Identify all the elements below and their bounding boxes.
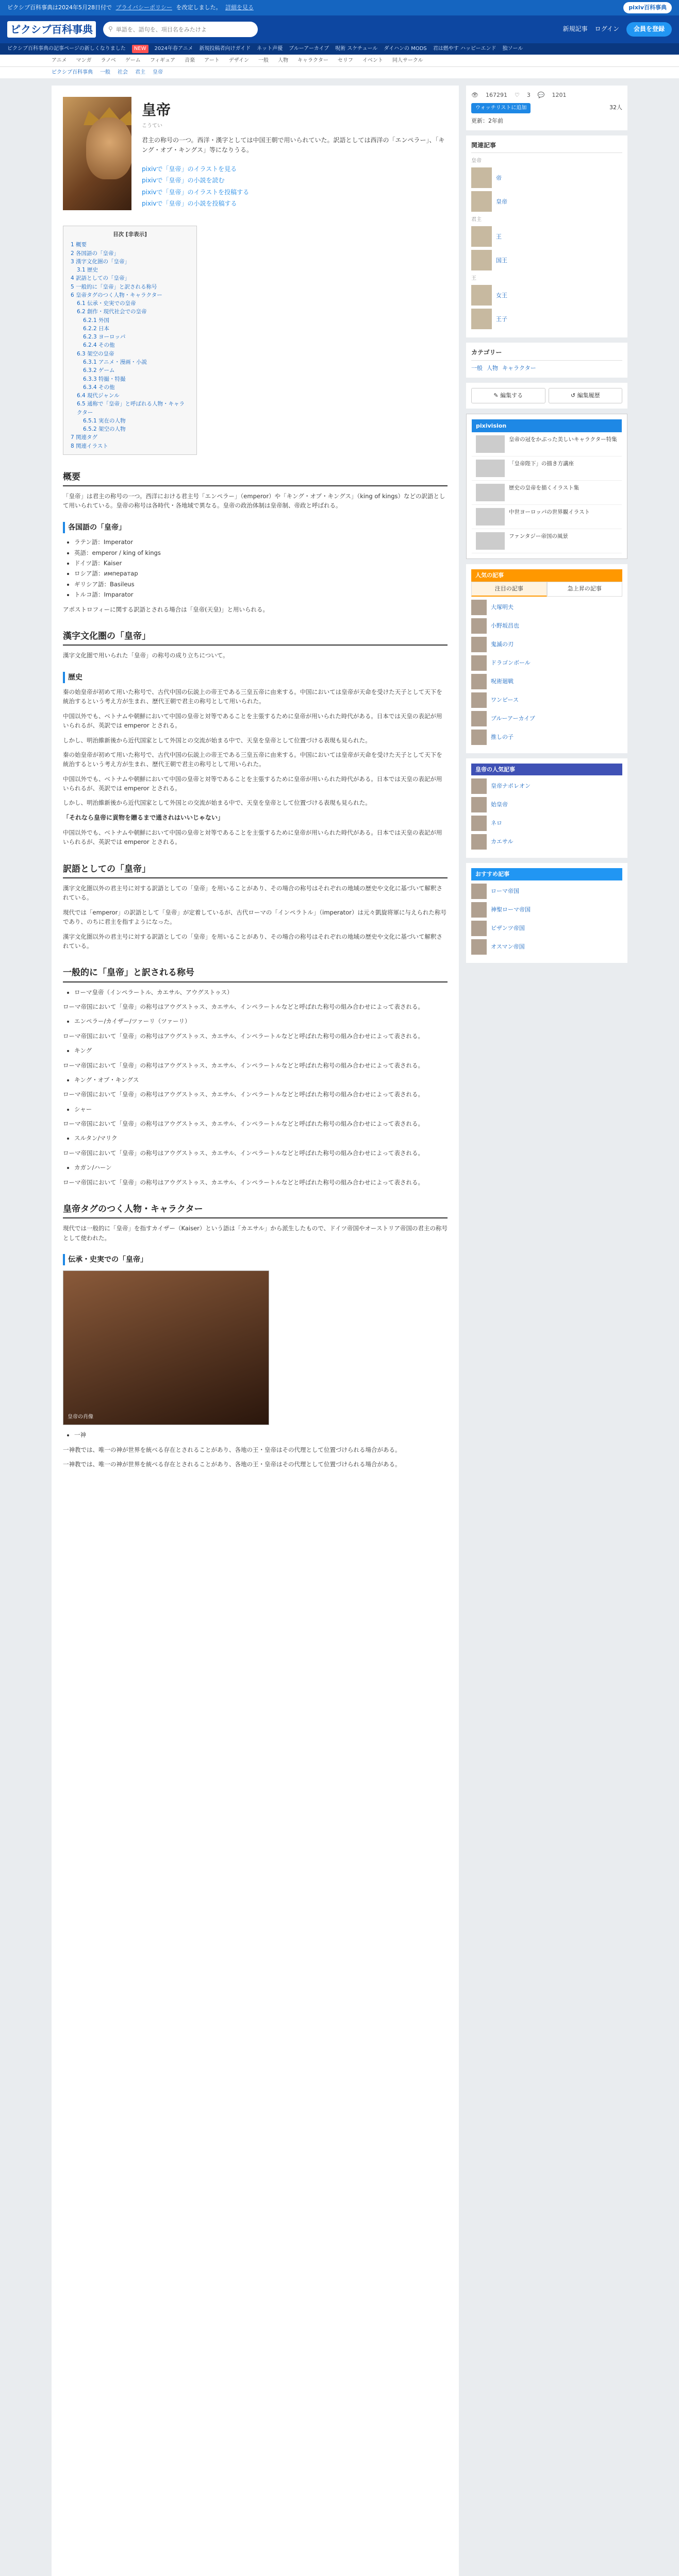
hnav-item[interactable]: ピクシブ百科事典の記事ページの新しくなりました: [7, 46, 126, 52]
paragraph: ローマ帝国において「皇帝」の称号はアウグストゥス、カエサル、インペラートルなどと呼ばれた称号の組み合わせによって表される。: [63, 1003, 424, 1010]
pixiv-pill-button[interactable]: pixiv百科事典: [623, 2, 672, 13]
recommend-avatar: [471, 939, 487, 955]
paragraph: ローマ帝国において「皇帝」の称号はアウグストゥス、カエサル、インペラートルなどと呼ばれた称号の組み合わせによって表される。: [63, 1091, 424, 1098]
ranking-avatar: [471, 674, 487, 689]
paragraph: 中国以外でも、ベトナムや朝鮮において中国の皇帝と対等であることを主張するために皇帝が用いられた時代がある。日本では天皇の表記が用いられるが、英訳では emperor とされる。: [63, 712, 442, 730]
pixivision-item[interactable]: [472, 456, 622, 481]
ranking-label: ドラゴンボール: [491, 659, 531, 666]
announcement-notice: ピクシブ百科事典は2024年5月28日付で: [7, 4, 112, 11]
history-button-label: 編集履歴: [577, 392, 600, 399]
section-heading: 訳語としての「皇帝」: [63, 862, 448, 878]
title-list: [74, 988, 448, 997]
pixivision-thumb: [476, 484, 505, 501]
recommend-item[interactable]: [471, 834, 622, 850]
pixivision-thumb: [476, 532, 505, 550]
category-list: [471, 364, 622, 373]
recommend-label: ローマ帝国: [491, 887, 519, 894]
recommend-item[interactable]: [471, 902, 622, 918]
recommend-item[interactable]: [471, 816, 622, 831]
pixivision-title: pixivision: [472, 419, 622, 433]
section-heading: 皇帝タグのつく人物・キャラクター: [63, 1202, 448, 1218]
pixivision-item[interactable]: [472, 481, 622, 505]
list-item: • ロシア語：императар: [74, 569, 448, 578]
recommend-avatar: [471, 884, 487, 899]
section-heading: 一般的に「皇帝」と訳される称号: [63, 966, 448, 982]
updated-row: [471, 116, 622, 126]
search-box[interactable]: [103, 22, 258, 37]
title-list: [74, 1075, 448, 1084]
category-link[interactable]: ゲーム: [125, 57, 141, 63]
related-thumb: [471, 191, 492, 212]
pixivision-item[interactable]: [472, 505, 622, 529]
related-thumb: [471, 309, 492, 329]
related-group-label: 君主: [471, 217, 482, 223]
list-item: • キング: [74, 1046, 448, 1055]
ranking-item[interactable]: [471, 711, 622, 726]
announcement-text: [7, 3, 623, 12]
paragraph: しかし、明治維新後から近代国家として外国との交流が始まる中で、天皇を皇帝として位置づける表現も見られた。: [63, 736, 371, 744]
category-link[interactable]: セリフ: [337, 57, 353, 63]
category-link[interactable]: キャラクター: [297, 57, 328, 63]
section-heading: 漢字文化圏の「皇帝」: [63, 630, 448, 646]
pixivision-item[interactable]: [472, 529, 622, 553]
eye-icon: 👁: [471, 92, 478, 98]
legend-list: [74, 1430, 448, 1439]
comment-count: 1201: [552, 92, 567, 98]
signup-button[interactable]: 会員を登録: [626, 22, 672, 36]
paragraph: 漢字文化圏で用いられた「皇帝」の称号の成り立ちについて。: [63, 652, 229, 659]
category-link[interactable]: 同人サークル: [392, 57, 423, 63]
recommend-label: ビザンツ帝国: [491, 924, 525, 931]
recommend-item[interactable]: [471, 778, 622, 794]
recommend-item[interactable]: [471, 939, 622, 955]
pixiv-link[interactable]: pixivで「皇帝」のイラストを見る: [142, 165, 237, 173]
heart-icon: ♡: [514, 92, 520, 98]
related-card: [466, 135, 627, 337]
ranking-item[interactable]: [471, 730, 622, 745]
paragraph: しかし、明治維新後から近代国家として外国との交流が始まる中で、天皇を皇帝として位置づける表現も見られた。: [63, 799, 371, 807]
list-item: • ギリシア語：Basileus: [74, 580, 448, 589]
new-article-button[interactable]: 新規記事: [562, 25, 588, 33]
toc-link[interactable]: 6.4 現代ジャンル: [77, 393, 120, 399]
recommend-avatar: [471, 778, 487, 794]
related-thumb: [471, 285, 492, 306]
toc-link[interactable]: 2 各国語の「皇帝」: [71, 250, 120, 257]
pixivision-thumb: [476, 460, 505, 477]
hnav-item[interactable]: ブルーアーカイブ: [289, 46, 329, 52]
stats-card: [466, 86, 627, 130]
watch-count: 32人: [609, 104, 622, 111]
related-item[interactable]: [471, 191, 622, 212]
recommend-avatar: [471, 834, 487, 850]
category-link[interactable]: 音楽: [185, 57, 195, 63]
recommend-avatar: [471, 921, 487, 936]
table-of-contents: [63, 226, 197, 455]
title-list: [74, 1016, 448, 1026]
category-link[interactable]: デザイン: [228, 57, 250, 63]
recommend-label: カエサル: [491, 838, 514, 845]
paragraph: 「皇帝」は君主の称号の一つ。西洋における君主号「エンペラー」（emperor）や「キング・オブ・キングス」（king of kings）などの訳語として用いられている。皇帝の称号は各時代・各地域で異なる。皇帝の政治体制は皇帝制、帝政と呼ばれる。: [63, 493, 445, 510]
toc-link[interactable]: 6.3.4 その他: [83, 384, 115, 391]
paragraph: 秦の始皇帝が初めて用いた称号で、古代中国の伝説上の帝王である三皇五帝に由来する。中国においては皇帝が天命を受けた天子として天下を統治するという考え方が生まれ、歴代王朝で君主の称号として用いられた。: [63, 751, 442, 768]
recommend-item[interactable]: [471, 884, 622, 899]
recommend-label: 始皇帝: [491, 801, 508, 808]
toc-list: [71, 241, 189, 450]
toc-link[interactable]: 6.3.1 アニメ・漫画・小説: [83, 359, 147, 365]
edit-buttons: [471, 388, 622, 403]
site-header: [0, 15, 679, 43]
ranking-avatar: [471, 637, 487, 652]
category-link[interactable]: 人物: [278, 57, 289, 63]
toc-link[interactable]: 6 皇帝タグのつく人物・キャラクター: [71, 292, 162, 298]
paragraph: ローマ帝国において「皇帝」の称号はアウグストゥス、カエサル、インペラートルなどと呼ばれた称号の組み合わせによって表される。: [63, 1149, 424, 1157]
ranking-avatar: [471, 655, 487, 671]
paragraph: ローマ帝国において「皇帝」の称号はアウグストゥス、カエサル、インペラートルなどと呼ばれた称号の組み合わせによって表される。: [63, 1061, 424, 1069]
recommend-avatar: [471, 902, 487, 918]
paragraph: 中国以外でも、ベトナムや朝鮮において中国の皇帝と対等であることを主張するために皇帝が用いられた時代がある。日本では天皇の表記が用いられるが、英訳では emperor とされる。: [63, 829, 442, 846]
paragraph: アポストロフィーに関する訳語とされる場合は「皇帝(天皇)」と用いられる。: [63, 605, 269, 613]
recommend-item[interactable]: [471, 797, 622, 812]
toc-link[interactable]: 6.5.2 架空の人物: [83, 426, 126, 433]
like-count: 3: [526, 92, 531, 98]
list-item: • カガン/ハーン: [74, 1163, 448, 1172]
breadcrumb: [0, 67, 679, 78]
ranking-avatar: [471, 692, 487, 708]
follow-row: [471, 103, 622, 113]
subsection-heading: 各国語の「皇帝」: [63, 522, 448, 533]
toc-title[interactable]: 目次 [非表示]: [113, 231, 147, 238]
ranking-item[interactable]: [471, 655, 622, 671]
search-input[interactable]: [116, 26, 253, 33]
view-count: 167291: [485, 92, 507, 98]
login-button[interactable]: ログイン: [594, 25, 619, 33]
related-item-label: 国王: [496, 257, 507, 264]
list-item: • シャー: [74, 1105, 448, 1114]
recommend-label: オスマン帝国: [491, 943, 525, 950]
search-icon: ⚲: [108, 25, 113, 33]
category-link[interactable]: マンガ: [76, 57, 92, 63]
article-info: [142, 97, 448, 210]
title-list: [74, 1105, 448, 1114]
paragraph: ローマ帝国において「皇帝」の称号はアウグストゥス、カエサル、インペラートルなどと呼ばれた称号の組み合わせによって表される。: [63, 1032, 424, 1040]
ranking-label: 呪術廻戦: [491, 677, 514, 685]
logo-text: ピクシブ百科事典: [7, 21, 96, 38]
toc-link[interactable]: 6.2.2 日本: [83, 325, 110, 332]
ranking-item[interactable]: [471, 692, 622, 708]
ranking-label: ブルーアーカイブ: [491, 715, 535, 722]
toc-link[interactable]: 3.1 歴史: [77, 267, 98, 274]
popular-tabs: [471, 582, 622, 597]
related-item[interactable]: [471, 285, 622, 306]
paragraph: 秦の始皇帝が初めて用いた称号で、古代中国の伝説上の帝王である三皇五帝に由来する。中国においては皇帝が天命を受けた天子として天下を統治するという考え方が生まれ、歴代王朝で君主の称号として用いられた。: [63, 688, 442, 705]
figure-caption: 皇帝の肖像: [68, 1414, 93, 1420]
paragraph: 現代では「emperor」の訳語として「皇帝」が定着しているが、古代ローマの「インペラトル」（imperator）は元々凱旋将軍に与えられた称号であり、のちに君主を指すようになった。: [63, 908, 446, 926]
breadcrumb-item[interactable]: 一般: [100, 70, 110, 75]
category-heading: カテゴリー: [471, 348, 622, 360]
toc-link[interactable]: 6.3 架空の皇帝: [77, 350, 114, 357]
paragraph: ローマ帝国において「皇帝」の称号はアウグストゥス、カエサル、インペラートルなどと呼ばれた称号の組み合わせによって表される。: [63, 1178, 424, 1186]
pixivision-item[interactable]: [472, 432, 622, 456]
paragraph: 漢字文化圏以外の君主号に対する訳語としての「皇帝」を用いることがあり、その場合の称号はそれぞれの地域の歴史や文化に基づいて解釈されている。: [63, 885, 442, 902]
category-link[interactable]: アート: [204, 57, 220, 63]
ranking-avatar: [471, 618, 487, 634]
article-portrait-image: [63, 97, 131, 210]
paragraph: 一神教では、唯一の神が世界を統べる存在とされることがあり、各地の王・皇帝はその代理として位置づけられる場合がある。: [63, 1446, 401, 1453]
toc-link[interactable]: 5 一般的に「皇帝」と訳される称号: [71, 283, 157, 290]
pixivision-thumb: [476, 435, 505, 453]
subsection-heading: 伝承・史実での「皇帝」: [63, 1254, 448, 1265]
toc-link[interactable]: 3 漢字文化圏の「皇帝」: [71, 258, 130, 265]
section-heading: 概要: [63, 470, 448, 486]
related-item[interactable]: [471, 309, 622, 329]
article-summary: 君主の称号の一つ。西洋・漢字としては中国王朝で用いられていた。訳語としては西洋の「エンペラー」、「キング・オブ・キングス」等になりうる。: [142, 136, 445, 154]
pixivision-box: [466, 414, 627, 560]
popular-heading: 人気の記事: [471, 569, 622, 582]
quote-text: 「それなら皇帝に貢物を贈るまで通されはいいじゃない」: [63, 814, 224, 821]
page-title: 皇帝: [142, 101, 171, 118]
toc-link[interactable]: 7 関連タグ: [71, 434, 98, 441]
ranking-avatar: [471, 600, 487, 615]
toc-link[interactable]: 6.5 通称で「皇帝」と呼ばれる人物・キャラクター: [77, 401, 185, 416]
hnav-item[interactable]: ネット声優: [257, 46, 283, 52]
category-link[interactable]: イベント: [362, 57, 383, 63]
ranking-label: ワンピース: [491, 696, 519, 703]
title-list: [74, 1163, 448, 1172]
sidebar: [466, 86, 627, 2576]
pixivision-label: 歴史の皇帝を描くイラスト集: [509, 485, 579, 492]
edit-card: [466, 383, 627, 409]
breadcrumb-item[interactable]: 皇帝: [153, 70, 163, 75]
list-item: • キング・オブ・キングス: [74, 1075, 448, 1084]
ranking-avatar: [471, 711, 487, 726]
list-item: • トルコ語：Imparator: [74, 590, 448, 599]
paragraph: 中国以外でも、ベトナムや朝鮮において中国の皇帝と対等であることを主張するために皇帝が用いられた時代がある。日本では天皇の表記が用いられるが、英訳では emperor とされる。: [63, 775, 442, 792]
paragraph: ローマ帝国において「皇帝」の称号はアウグストゥス、カエサル、インペラートルなどと呼ばれた称号の組み合わせによって表される。: [63, 1120, 424, 1128]
category-link[interactable]: アニメ: [52, 57, 67, 63]
toc-link[interactable]: 1 概要: [71, 242, 87, 248]
ranking-item[interactable]: [471, 637, 622, 652]
ranking-label: 小野坂昌也: [491, 622, 519, 629]
hnav-item[interactable]: ダイハンの MODS: [384, 46, 427, 52]
list-item: • ラテン語：Imperator: [74, 537, 448, 547]
breadcrumb-item[interactable]: ピクシブ百科事典: [52, 70, 93, 75]
list-item: • ドイツ語：Kaiser: [74, 558, 448, 568]
related-thumb: [471, 226, 492, 247]
hnav-item[interactable]: 君は燃やす ハッピーエンド: [433, 46, 496, 52]
pixiv-link[interactable]: pixivで「皇帝」の小説を投稿する: [142, 199, 237, 207]
toc-link[interactable]: 6.2.4 その他: [83, 342, 115, 349]
related-item-label: 王: [496, 233, 502, 240]
ranking-label: 大塚明夫: [491, 603, 514, 611]
language-list: [74, 537, 448, 599]
ranking-label: 鬼滅の刃: [491, 640, 514, 648]
subsection-heading: 歴史: [63, 672, 448, 683]
category-link[interactable]: キャラクター: [502, 364, 536, 371]
toc-link[interactable]: 6.2 創作・現代社会での皇帝: [77, 309, 147, 315]
watchlist-button[interactable]: ウォッチリストに追加: [471, 103, 531, 113]
breadcrumb-item[interactable]: 社会: [118, 70, 128, 75]
recommend-heading: おすすめ記事: [471, 868, 622, 880]
pixivision-thumb: [476, 508, 505, 526]
title-list: [74, 1046, 448, 1055]
related-group-label: 王: [471, 276, 476, 282]
history-icon: ↺: [570, 392, 576, 399]
toc-link[interactable]: 6.3.3 特撮・特撮: [83, 376, 126, 382]
recommend-avatar: [471, 816, 487, 831]
paragraph: 一神教では、唯一の神が世界を統べる存在とされることがあり、各地の王・皇帝はその代理として位置づけられる場合がある。: [63, 1461, 401, 1468]
hnav-item[interactable]: 呪術 スケチュール: [335, 46, 378, 52]
paragraph: 漢字文化圏以外の君主号に対する訳語としての「皇帝」を用いることがあり、その場合の称号はそれぞれの地域の歴史や文化に基づいて解釈されている。: [63, 933, 442, 950]
related-item[interactable]: [471, 226, 622, 247]
article-hero: [63, 97, 448, 210]
related-heading: 関連記事: [471, 141, 622, 153]
face-shape: [86, 117, 131, 179]
category-link[interactable]: 一般: [471, 364, 483, 371]
article-main: [52, 86, 459, 2576]
toc-link[interactable]: 6.1 伝承・史実での皇帝: [77, 300, 136, 307]
pixiv-link[interactable]: pixivで「皇帝」のイラストを投稿する: [142, 188, 250, 196]
recommend-card-1: [466, 758, 627, 858]
article-stats: [471, 91, 622, 100]
recommend-card-2: [466, 863, 627, 963]
category-bar: [0, 55, 679, 67]
new-badge: NEW: [132, 45, 148, 53]
category-link[interactable]: 一般: [258, 57, 269, 63]
recommend-label: 皇帝ナポレオン: [491, 783, 531, 790]
hnav-item[interactable]: 新規投稿者向けガイド: [199, 46, 251, 52]
toc-link[interactable]: 6.3.2 ゲーム: [83, 367, 115, 374]
category-link[interactable]: 人物: [487, 364, 498, 371]
related-item-label: 皇帝: [496, 198, 507, 205]
history-button[interactable]: [549, 388, 623, 403]
comment-icon: 💬: [537, 92, 545, 98]
title-list: [74, 1133, 448, 1143]
list-item: • 一神: [74, 1430, 448, 1439]
hnav-item[interactable]: 独ソール: [502, 46, 523, 52]
recommend-item[interactable]: [471, 921, 622, 936]
detail-link[interactable]: 詳細を見る: [225, 4, 254, 11]
related-thumb: [471, 250, 492, 270]
toc-link[interactable]: 6.2.1 外国: [83, 317, 110, 324]
category-link[interactable]: ラノベ: [101, 57, 116, 63]
ranking-avatar: [471, 730, 487, 745]
related-thumb: [471, 167, 492, 188]
list-item: • 英語：emperor / king of kings: [74, 548, 448, 557]
ranking-item[interactable]: [471, 618, 622, 634]
ranking-item[interactable]: [471, 600, 622, 615]
related-item-label: 王子: [496, 315, 507, 323]
ranking-label: 推しの子: [491, 733, 514, 740]
pencil-icon: ✎: [493, 392, 499, 399]
recommend-label: ネロ: [491, 820, 502, 827]
page-body: [52, 86, 627, 2576]
edit-button[interactable]: [471, 388, 545, 403]
tab-featured[interactable]: 注目の記事: [471, 582, 547, 597]
category-card: [466, 343, 627, 378]
breadcrumb-item[interactable]: 君主: [135, 70, 145, 75]
related-item[interactable]: [471, 167, 622, 188]
list-item: • スルタン/マリク: [74, 1133, 448, 1143]
toc-link[interactable]: 6.2.3 ヨーロッパ: [83, 334, 126, 341]
pixivision-label: ファンタジー帝国の風景: [509, 533, 568, 540]
list-item: • エンペラー/カイザー/ツァーリ（ツァーリ）: [74, 1016, 448, 1026]
ranking-item[interactable]: [471, 674, 622, 689]
related-item[interactable]: [471, 250, 622, 270]
toc-link[interactable]: 8 関連イラスト: [71, 443, 108, 449]
related-group-label: 皇帝: [471, 158, 482, 164]
pixivision-label: 皇帝の冠をかぶった美しいキャラクター特集: [509, 436, 617, 443]
category-link[interactable]: フィギュア: [150, 57, 176, 63]
edit-button-label: 編集する: [500, 392, 523, 399]
popular-card: [466, 564, 627, 753]
title-reading: こうてい: [142, 123, 163, 129]
announcement-bar: [0, 0, 679, 15]
pixivision-label: 「皇帝陛下」の描き方講座: [509, 461, 574, 467]
privacy-policy-link[interactable]: プライバシーポリシー: [115, 4, 172, 11]
recommend-heading: 皇帝の人気記事: [471, 764, 622, 776]
announcement-tail: を改定しました。: [176, 4, 222, 11]
recommend-avatar: [471, 797, 487, 812]
site-logo[interactable]: [7, 21, 96, 38]
related-item-label: 女王: [496, 292, 507, 299]
pixiv-link[interactable]: pixivで「皇帝」の小説を読む: [142, 177, 225, 184]
tab-trending[interactable]: 急上昇の記事: [547, 582, 623, 597]
toc-link[interactable]: 6.5.1 実在の人物: [83, 417, 126, 424]
toc-link[interactable]: 4 訳語としての「皇帝」: [71, 275, 130, 282]
hnav-item[interactable]: 2024年春アニメ: [154, 46, 193, 52]
recommend-label: 神聖ローマ帝国: [491, 906, 531, 913]
list-item: • ローマ皇帝（インペラートル、カエサル、アウグストゥス）: [74, 988, 448, 997]
pixiv-links: [142, 164, 448, 209]
article-figure-image: [63, 1270, 269, 1425]
pixivision-label: 中世ヨーロッパの世界観イラスト: [509, 509, 590, 516]
paragraph: 現代では一般的に「皇帝」を指すカイザー（Kaiser）という語は「カエサル」から派生したもので、ドイツ帝国やオーストリア帝国の君主の称号として使われた。: [63, 1225, 448, 1242]
header-nav: [0, 43, 679, 55]
updated-text: 更新：2年前: [471, 117, 503, 124]
related-item-label: 帝: [496, 174, 502, 181]
